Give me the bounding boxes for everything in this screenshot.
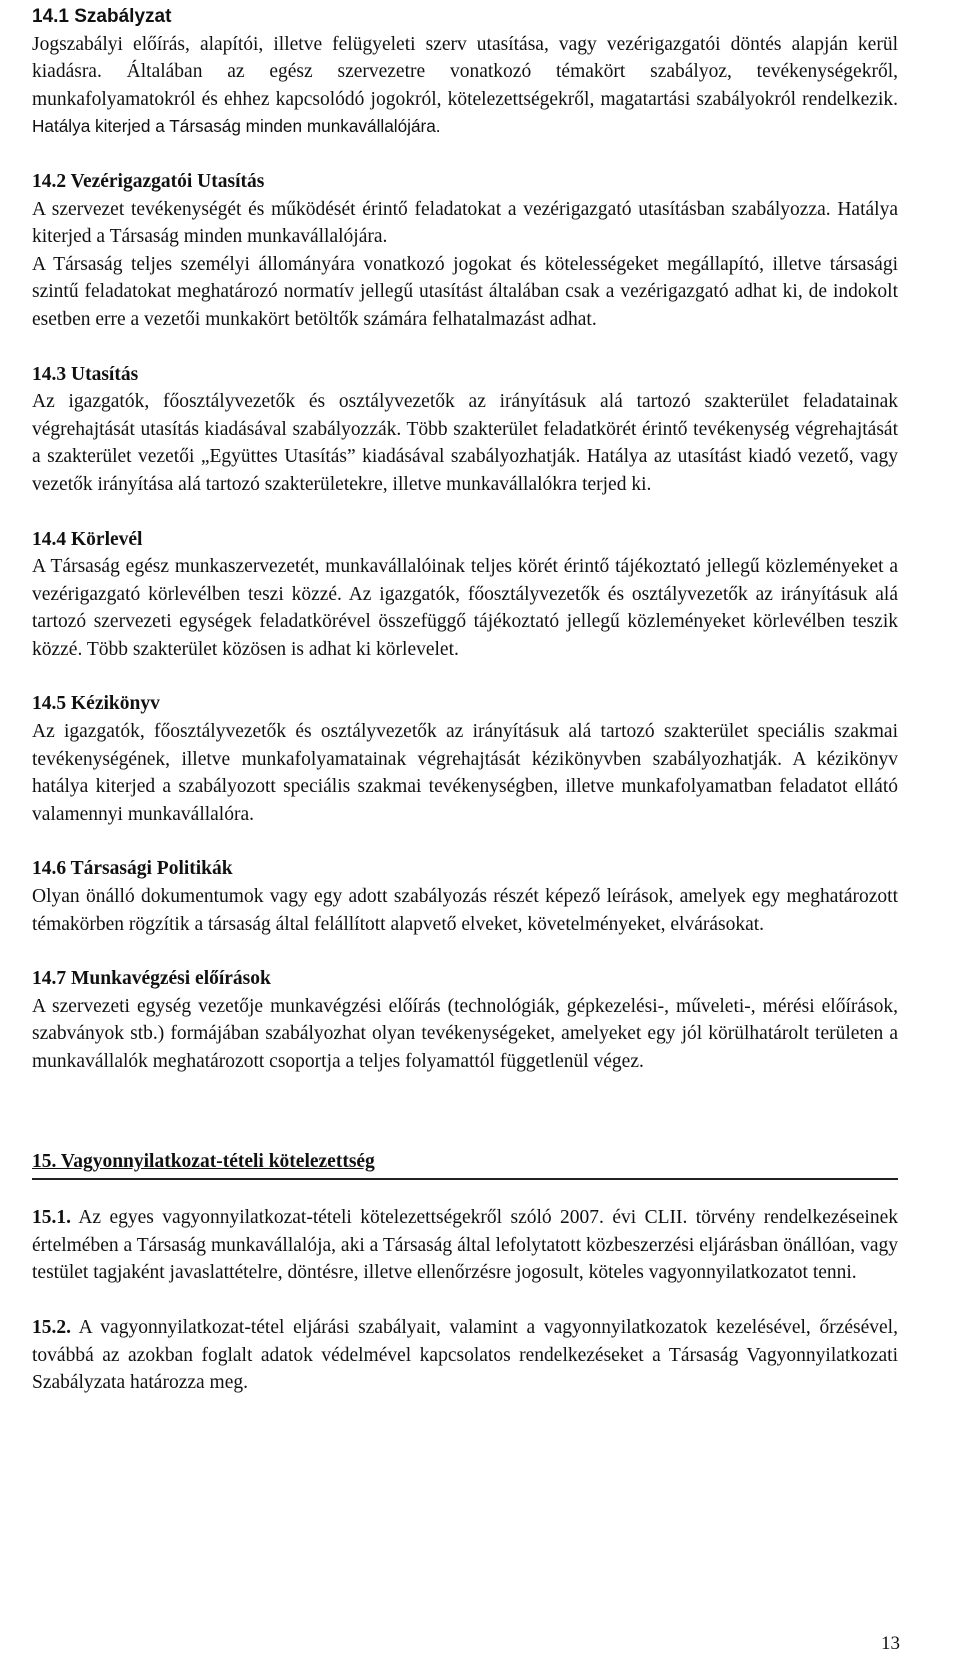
item-paragraph bbox=[32, 1314, 898, 1397]
section-paragraph: A Társaság egész munkaszervezetét, munkavállalóinak teljes körét érintő tájékoztató jellegű közleményeket a vezérigazgató körlevélben teszi közzé. Az igazgatók, főosztályvezetők és osztályvezetők az irányításuk alá tartozó szervezeti egységek feladatkörével összefüggő tájékoztató jellegű közleményeket körlevélben teszik közzé. Több szakterület közösen is adhat ki körlevelet. bbox=[32, 556, 898, 660]
section-paragraph: Jogszabályi előírás, alapítói, illetve felügyeleti szerv utasítása, vagy vezérigazgatói döntés alapján kerül kiadásra. Általában az egész szervezetre vonatkozó témakört szabályoz, tevékenységekről, munkafolyamatokról és ehhez kapcsolódó jogokról, kötelezettségekről, magatartási szabályokról rendelkezik. Hatálya kiterjed a Társaság minden munkavállalójára. bbox=[32, 33, 898, 137]
section-14-2 bbox=[32, 168, 898, 334]
item-number: 15.1. bbox=[32, 1207, 71, 1229]
section-14-3 bbox=[32, 361, 898, 499]
section-heading: 14.5 Kézikönyv bbox=[32, 693, 160, 715]
section-14-7 bbox=[32, 965, 898, 1075]
item-15-2 bbox=[32, 1314, 898, 1397]
section-heading: 14.7 Munkavégzési előírások bbox=[32, 968, 271, 990]
section-paragraph: A szervezeti egység vezetője munkavégzési előírás (technológiák, gépkezelési-, műveleti-, mérési előírások, szabványok stb.) formájában szabályozhat olyan tevékenységeket, amelyeket egy jól körülhatárolt területen a munkavállalók meghatározott csoportja a teljes folyamattól függetlenül végez. bbox=[32, 995, 898, 1072]
item-text: Az egyes vagyonnyilatkozat-tételi kötelezettségekről szóló 2007. évi CLII. törvény rendelkezéseinek értelmében a Társaság munkavállalója, aki a Társaság által lefolytatott közbeszerzési eljárásban önállóan, vagy testület tagjaként javaslattételre, döntésre, illetve ellenőrzésre jogosult, köteles vagyonnyilatkozatot tenni. bbox=[32, 1207, 898, 1284]
page-number: 13 bbox=[881, 1633, 900, 1654]
section-heading: 14.1 Szabályzat bbox=[32, 6, 172, 27]
section-14-4 bbox=[32, 526, 898, 664]
item-number: 15.2. bbox=[32, 1316, 71, 1338]
section-14-1 bbox=[32, 3, 898, 141]
section-heading: 14.2 Vezérigazgatói Utasítás bbox=[32, 170, 265, 192]
section-paragraph: Az igazgatók, főosztályvezetők és osztályvezetők az irányításuk alá tartozó szakterület speciális szakmai tevékenységének, illetve munkafolyamatainak végrehajtását kézikönyvben szabályozhatják. A kézikönyv hatálya kiterjed a szabályozott speciális szakmai tevékenységben, illetve munkafolyamatban feladatot ellátó valamennyi munkavállalóra. bbox=[32, 721, 898, 825]
section-paragraph: A szervezet tevékenységét és működését érintő feladatokat a vezérigazgató utasításban szabályozza. Hatálya kiterjed a Társaság minden munkavállalójára. bbox=[32, 198, 898, 248]
chapter-title: 15. Vagyonnyilatkozat-tételi kötelezettség bbox=[32, 1150, 375, 1172]
section-14-5 bbox=[32, 690, 898, 828]
item-paragraph bbox=[32, 1204, 898, 1287]
section-heading: 14.4 Körlevél bbox=[32, 528, 143, 550]
item-15-1 bbox=[32, 1204, 898, 1287]
section-paragraph: A Társaság teljes személyi állományára vonatkozó jogokat és kötelességeket megállapító, illetve társasági szintű feladatokat meghatározó normatív jellegű utasítást általában csak a vezérigazgató adhat ki, de indokolt esetben erre a vezetői munkakört betöltők számára felhatalmazást adhat. bbox=[32, 253, 898, 330]
section-paragraph: Olyan önálló dokumentumok vagy egy adott szabályozás részét képező leírások, amelyek egy meghatározott témakörben rögzítik a társaság által felállított alapvető elveket, követelményeket, elvárásokat. bbox=[32, 886, 898, 935]
item-text: A vagyonnyilatkozat-tétel eljárási szabályait, valamint a vagyonnyilatkozatok kezelésével, őrzésével, továbbá az azokban foglalt adatok védelmével kapcsolatos rendelkezéseket a Társaság Vagyonnyilatkozati Szabályzata határozza meg. bbox=[32, 1316, 898, 1394]
section-heading: 14.6 Társasági Politikák bbox=[32, 858, 233, 880]
section-paragraph: Az igazgatók, főosztályvezetők és osztályvezetők az irányításuk alá tartozó szakterület feladatainak végrehajtását utasítás kiadásával szabályozzák. Több szakterület feladatkörét érintő tevékenység végrehajtását a szakterület vezetői „Együttes Utasítás” kiadásával szabályozhatják. Hatálya az utasítást kiadó vezető, vagy vezetők irányítása alá tartozó szakterületekre, illetve munkavállalókra terjed ki. bbox=[32, 391, 898, 495]
document-page bbox=[32, 0, 898, 1424]
section-heading: 14.3 Utasítás bbox=[32, 363, 139, 385]
chapter-heading bbox=[32, 1148, 898, 1181]
section-14-6 bbox=[32, 855, 898, 938]
